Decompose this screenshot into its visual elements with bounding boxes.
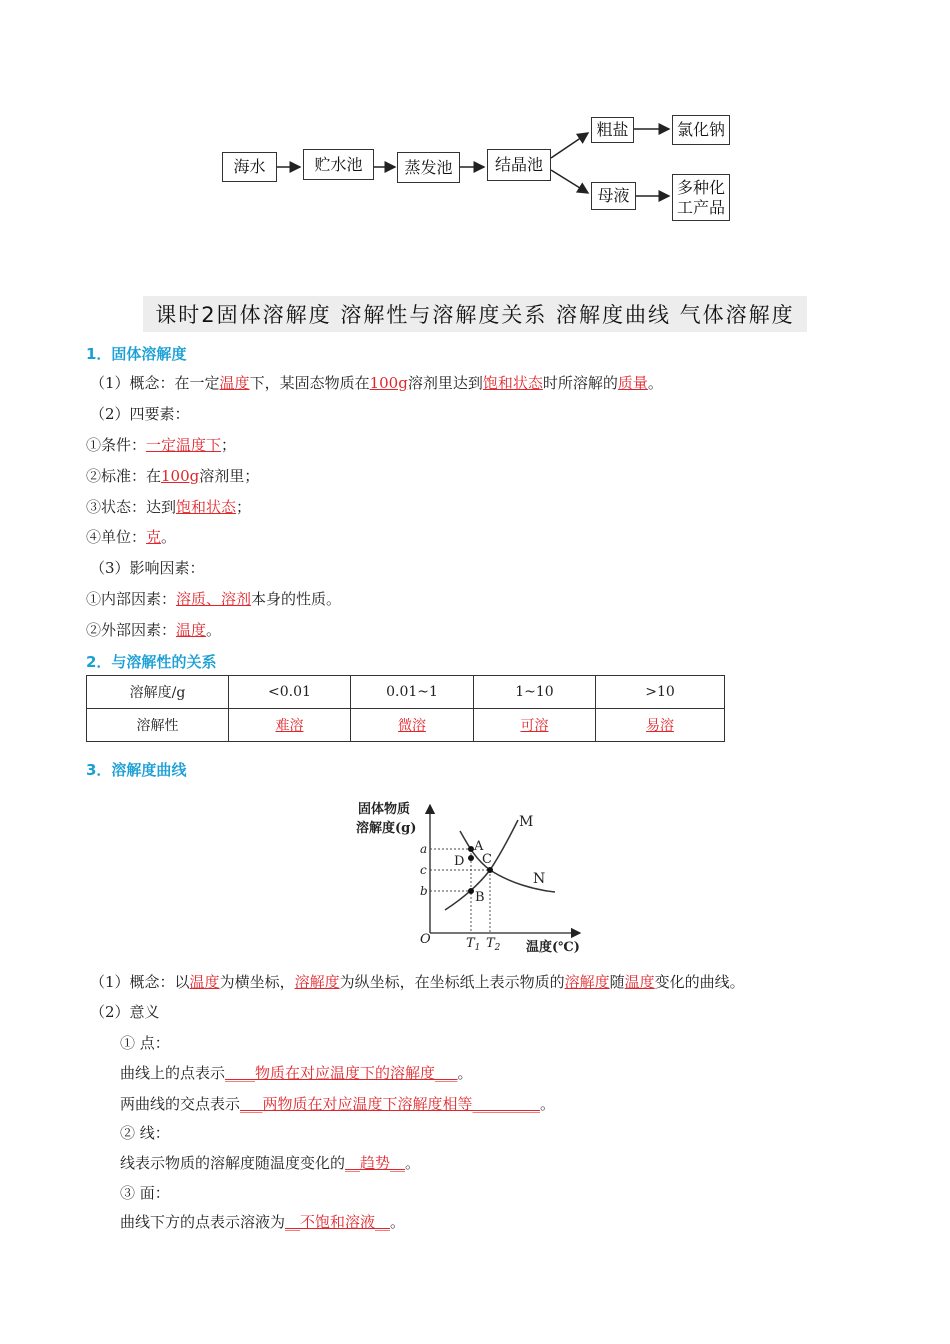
label-c: C: [482, 852, 492, 867]
node-storage-pool: 贮水池: [303, 149, 374, 180]
s3-concept: （1）概念：以温度为横坐标，溶解度为纵坐标，在坐标纸上表示物质的溶解度随温度变化的曲线。: [90, 973, 745, 991]
s1-unit: ④单位：克。: [86, 528, 177, 546]
s1-four-elements: （2）四要素：: [90, 405, 190, 423]
table-cell: 0.01~1: [351, 676, 474, 709]
graph-origin: O: [420, 932, 431, 947]
node-seawater: 海水: [222, 152, 277, 182]
label-m: M: [519, 814, 534, 830]
s1-condition: ①条件：一定温度下；: [86, 436, 237, 454]
node-chemical-products: [672, 174, 730, 221]
section2-heading: 2．与溶解性的关系: [86, 653, 217, 671]
table-cell: >10: [596, 676, 725, 709]
graph-ylabel-2: 溶解度(g): [356, 821, 417, 836]
node-mother-liquor: 母液: [591, 182, 636, 210]
node-evaporation-pool: 蒸发池: [397, 152, 460, 183]
label-d: D: [454, 854, 465, 869]
table-row: [87, 676, 725, 709]
graph-xlabel: 温度(℃): [526, 940, 580, 955]
table-cell: 微溶: [351, 709, 474, 742]
lesson-title: 课时2固体溶解度 溶解性与溶解度关系 溶解度曲线 气体溶解度: [143, 296, 807, 332]
label-n: N: [533, 871, 546, 887]
table-row: [87, 709, 725, 742]
table-cell: 溶解性: [87, 709, 229, 742]
node-chemical-products-line2: 工产品: [676, 197, 725, 217]
node-chemical-products-line1: 多种化: [676, 177, 725, 197]
node-crude-salt: 粗盐: [591, 117, 634, 143]
s1-outer-factor: ②外部因素：温度。: [86, 621, 222, 639]
flowchart-arrows: [0, 0, 950, 240]
node-crystallization-pool: 结晶池: [487, 149, 551, 181]
s1-concept: （1）概念：在一定温度下，某固态物质在100g溶剂里达到饱和状态时所溶解的质量。: [90, 374, 663, 392]
xtick-t1: $T_1$: [466, 936, 481, 953]
graph-ylabel-1: 固体物质: [358, 802, 411, 817]
s3-face-desc: 曲线下方的点表示溶液为__不饱和溶液__。: [120, 1213, 406, 1231]
s1-inner-factor: ①内部因素：溶质、溶剂本身的性质。: [86, 590, 342, 608]
s3-line-heading: ② 线：: [120, 1124, 170, 1142]
point-d: [468, 855, 474, 861]
graph-ytick-c: c: [420, 863, 427, 877]
section1-heading: 1．固体溶解度: [86, 345, 187, 363]
point-c: [487, 867, 493, 873]
graph-ytick-b: b: [420, 884, 428, 898]
table-cell: 可溶: [474, 709, 596, 742]
section3-heading: 3．溶解度曲线: [86, 761, 187, 779]
table-cell: 易溶: [596, 709, 725, 742]
table-cell: <0.01: [229, 676, 351, 709]
graph-ytick-a: a: [420, 842, 428, 856]
solubility-curve-graph: [350, 795, 600, 955]
s3-point-heading: ① 点：: [120, 1034, 170, 1052]
table-cell: 溶解度/g: [87, 676, 229, 709]
solubility-table: [86, 675, 725, 742]
s3-point-line2: 两曲线的交点表示___两物质在对应温度下溶解度相等_________。: [120, 1095, 556, 1113]
s3-point-line1: 曲线上的点表示____物质在对应温度下的溶解度___。: [120, 1064, 473, 1082]
xtick-t2: $T_2$: [486, 936, 501, 953]
s1-state: ③状态：达到饱和状态；: [86, 498, 252, 516]
s3-face-heading: ③ 面：: [120, 1184, 170, 1202]
s1-standard: ②标准：在100g溶剂里；: [86, 467, 260, 485]
s3-meaning: （2）意义: [90, 1003, 160, 1021]
node-sodium-chloride: 氯化钠: [672, 115, 730, 145]
label-b: B: [475, 890, 485, 905]
table-cell: 1~10: [474, 676, 596, 709]
s3-line-desc: 线表示物质的溶解度随温度变化的__趋势__。: [120, 1154, 421, 1172]
label-a: A: [474, 839, 484, 854]
point-b: [468, 888, 474, 894]
table-cell: 难溶: [229, 709, 351, 742]
s1-factors: （3）影响因素：: [90, 559, 205, 577]
